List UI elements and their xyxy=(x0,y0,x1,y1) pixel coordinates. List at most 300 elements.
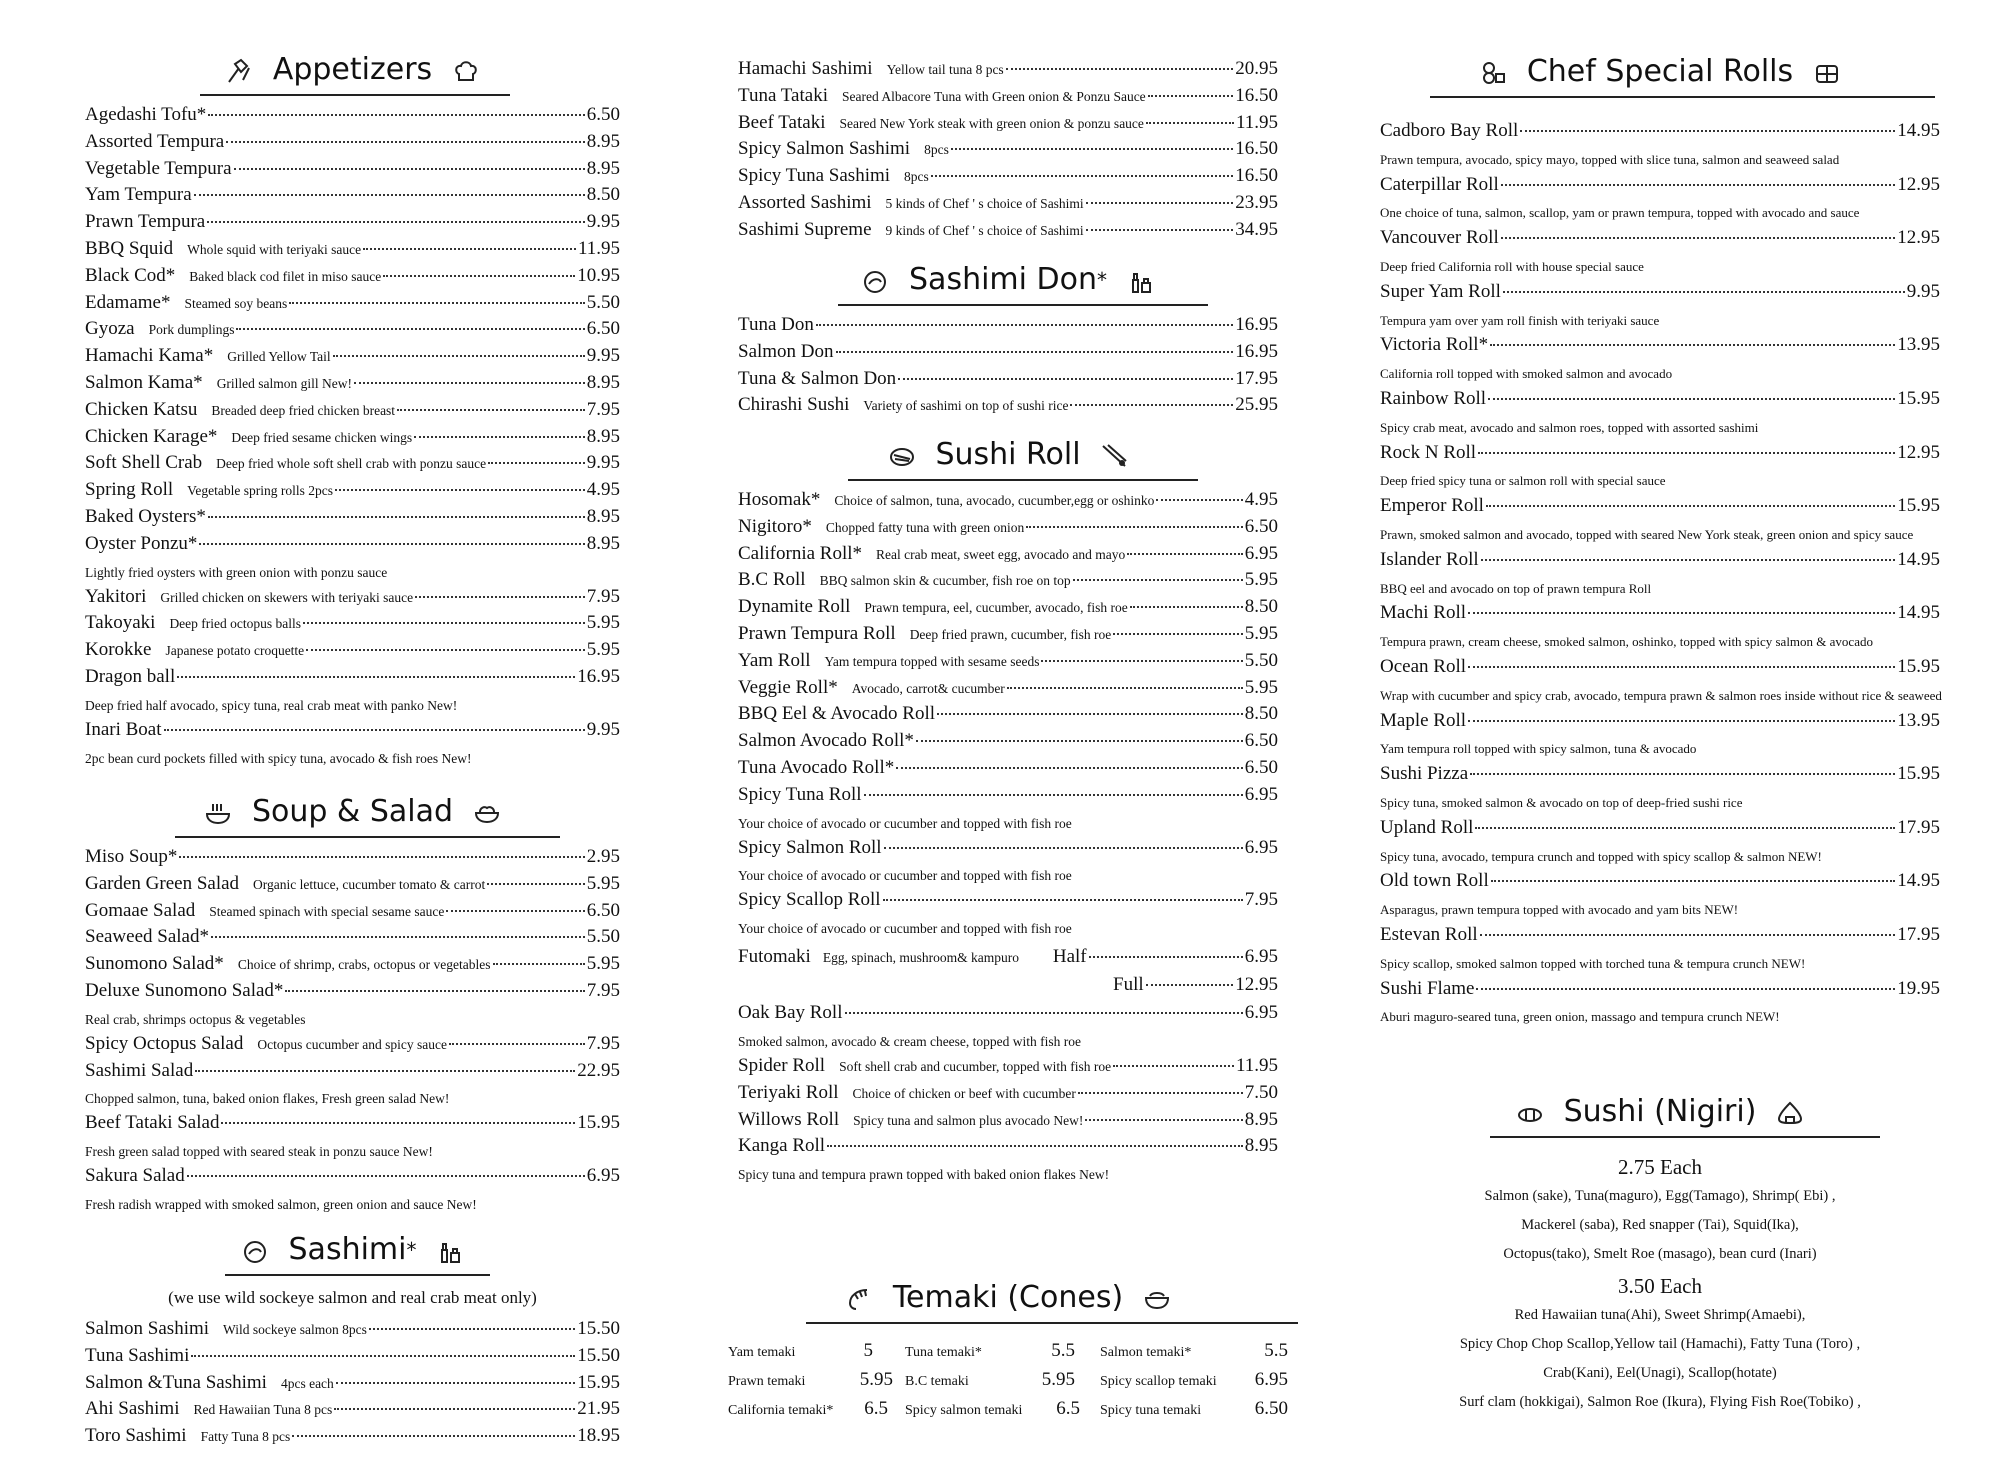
dot-leader xyxy=(931,175,1233,177)
item-name: Teriyaki Roll xyxy=(738,1081,839,1103)
menu-item xyxy=(85,372,620,399)
menu-item xyxy=(85,639,620,666)
dot-leader xyxy=(306,649,585,651)
item-name: Beef Tataki xyxy=(738,111,826,133)
chef-special-header xyxy=(1380,50,1940,106)
item-price: 6.50 xyxy=(1244,515,1278,537)
sashimi-don-title: Sashimi Don xyxy=(909,262,1097,297)
dot-leader xyxy=(369,1328,575,1330)
item-price: 5.95 xyxy=(1244,569,1278,591)
dot-leader xyxy=(335,489,585,491)
item-price: 15.95 xyxy=(1897,495,1940,517)
menu-item xyxy=(738,341,1278,368)
item-note: Fresh radish wrapped with smoked salmon, green onion and sauce New! xyxy=(85,1196,477,1212)
temaki-item: California temaki* 6.5 xyxy=(728,1398,888,1419)
item-description: Octopus cucumber and spicy sauce xyxy=(257,1036,448,1052)
item-name: Rock N Roll xyxy=(1380,441,1477,463)
item-name: Sakura Salad xyxy=(85,1165,185,1187)
nigiri-header xyxy=(1380,1090,1940,1146)
dot-leader xyxy=(211,936,585,938)
sushi-roll-list-2 xyxy=(738,1002,1278,1188)
menu-item xyxy=(85,612,620,639)
menu-item xyxy=(85,1060,620,1087)
item-description: 8pcs xyxy=(924,142,949,158)
dot-leader xyxy=(194,194,585,196)
chef-hat-icon xyxy=(452,58,480,84)
item-name: Deluxe Sunomono Salad* xyxy=(85,979,284,1001)
menu-item xyxy=(1380,281,1940,308)
item-price: 14.95 xyxy=(1897,120,1940,141)
item-name: Prawn Tempura xyxy=(85,211,206,233)
item-price: 9.95 xyxy=(586,345,620,367)
item-price: 9.95 xyxy=(586,452,620,474)
menu-item xyxy=(85,1318,620,1345)
item-note: Real crab, shrimps octopus & vegetables xyxy=(85,1011,306,1027)
sashimi-continued-list xyxy=(738,58,1278,246)
sashimi-section xyxy=(85,1228,620,1452)
item-description: Grilled Yellow Tail xyxy=(227,349,331,365)
dot-leader xyxy=(1478,452,1895,454)
item-name: Spicy Salmon Roll xyxy=(738,836,882,858)
dot-leader xyxy=(493,963,585,965)
item-description: Choice of shrimp, crabs, octopus or vegetables xyxy=(237,957,491,973)
dot-leader xyxy=(1070,404,1233,406)
item-name: Spicy Salmon Sashimi xyxy=(738,138,911,160)
item-description: Breaded deep fried chicken breast xyxy=(211,402,396,418)
dot-leader xyxy=(1113,1065,1234,1067)
item-note: Deep fried spicy tuna or salmon roll with special sauce xyxy=(1380,473,1666,489)
item-name: Salmon Kama* xyxy=(85,371,203,393)
sashimi-subtitle: (we use wild sockeye salmon and real crab meat only) xyxy=(168,1288,537,1307)
item-name: Oyster Ponzu* xyxy=(85,532,198,554)
item-price: 8.50 xyxy=(1244,596,1278,618)
chef-special-list xyxy=(1380,120,1940,1031)
item-name: Cadboro Bay Roll xyxy=(1380,120,1519,141)
item-description: Steamed spinach with special sesame sauce xyxy=(209,903,445,919)
item-description: Chopped fatty tuna with green onion xyxy=(825,519,1025,535)
item-name: B.C Roll xyxy=(738,569,806,591)
item-price: 6.95 xyxy=(586,1165,620,1187)
temaki-item: B.C temaki 5.95 xyxy=(905,1369,1075,1390)
item-price: 4.95 xyxy=(586,479,620,501)
menu-item xyxy=(85,1398,620,1425)
item-name: Ahi Sashimi xyxy=(85,1398,180,1420)
sashimi-don-header: Sashimi Don* xyxy=(738,258,1278,314)
item-price: 8.95 xyxy=(586,505,620,527)
item-price: 10.95 xyxy=(577,264,620,286)
dot-leader xyxy=(415,596,585,598)
menu-item xyxy=(738,757,1278,784)
dot-leader xyxy=(896,767,1243,769)
dot-leader xyxy=(884,847,1243,849)
item-description: Deep fried sesame chicken wings xyxy=(231,429,413,445)
dot-leader xyxy=(164,729,585,731)
temaki-row xyxy=(728,1369,1288,1398)
item-price: 18.95 xyxy=(577,1425,620,1447)
item-description: Spicy tuna and salmon plus avocado New! xyxy=(853,1112,1084,1128)
menu-item xyxy=(738,314,1278,341)
item-name: Salmon &Tuna Sashimi xyxy=(85,1371,267,1393)
dot-leader xyxy=(397,409,585,411)
item-price: 15.50 xyxy=(577,1344,620,1366)
appetizers-title: Appetizers xyxy=(272,52,433,87)
item-name: Super Yam Roll xyxy=(1380,280,1501,302)
item-name: Yakitori xyxy=(85,585,147,607)
item-price: 17.95 xyxy=(1897,923,1940,945)
item-name: Tuna Don xyxy=(738,314,814,335)
item-price: 15.95 xyxy=(1897,655,1940,677)
nigiri-group-275 xyxy=(1380,1152,1940,1269)
item-price: 13.95 xyxy=(1897,709,1940,731)
fish-plate-icon xyxy=(241,1238,269,1264)
dot-leader xyxy=(1086,202,1234,204)
item-note: One choice of tuna, salmon, scallop, yam or prawn tempura, topped with avocado and sauce xyxy=(1380,205,1860,221)
menu-item xyxy=(738,85,1278,112)
menu-item xyxy=(1380,495,1940,522)
item-name: Chicken Katsu xyxy=(85,398,198,420)
item-price: 16.95 xyxy=(577,665,620,687)
item-name: Black Cod* xyxy=(85,264,176,286)
item-description: Variety of sashimi on top of sushi rice xyxy=(863,398,1069,414)
fish-plate-icon xyxy=(861,268,889,294)
dot-leader xyxy=(1468,720,1895,722)
menu-item xyxy=(1380,174,1940,201)
item-price: 7.95 xyxy=(586,585,620,607)
item-description: Pork dumplings xyxy=(148,322,235,338)
dot-leader xyxy=(285,990,584,992)
appetizers-section xyxy=(85,48,620,772)
nigiri-line: Red Hawaiian tuna(Ahi), Sweet Shrimp(Amaebi), xyxy=(1514,1307,1806,1323)
item-name: Yam Roll xyxy=(738,649,811,671)
item-description: Deep fried whole soft shell crab with ponzu sauce xyxy=(216,456,487,472)
dot-leader xyxy=(1073,579,1243,581)
item-name: Inari Boat xyxy=(85,718,162,740)
sashimi-don-section xyxy=(738,258,1278,421)
item-description: Grilled salmon gill New! xyxy=(216,375,353,391)
item-name: Spicy Scallop Roll xyxy=(738,889,881,911)
dot-leader xyxy=(208,114,584,116)
dot-leader xyxy=(1503,291,1905,293)
item-name: Korokke xyxy=(85,639,152,661)
item-price: 8.95 xyxy=(586,130,620,152)
item-name: Hosomak* xyxy=(738,489,821,510)
item-description: Prawn tempura, eel, cucumber, avocado, fish roe xyxy=(864,600,1128,616)
menu-item xyxy=(85,926,620,953)
temaki-section xyxy=(728,1276,1288,1419)
item-name: Sushi Flame xyxy=(1380,977,1475,999)
menu-item xyxy=(85,953,620,980)
temaki-item: Spicy tuna temaki 6.50 xyxy=(1100,1398,1288,1419)
temaki-item: Tuna temaki* 5.5 xyxy=(905,1340,1075,1361)
menu-item xyxy=(85,846,620,873)
item-price: 25.95 xyxy=(1235,394,1278,416)
dot-leader xyxy=(951,148,1233,150)
item-name: Agedashi Tofu* xyxy=(85,104,207,125)
item-name: Yam Tempura xyxy=(85,184,192,206)
menu-item xyxy=(85,158,620,185)
menu-item xyxy=(738,165,1278,192)
item-name: California Roll* xyxy=(738,542,863,564)
dot-leader xyxy=(1520,130,1895,132)
item-price: 9.95 xyxy=(586,211,620,233)
dot-leader xyxy=(1501,184,1896,186)
item-description: Seared Albacore Tuna with Green onion & Ponzu Sauce xyxy=(841,88,1146,104)
item-price: 12.95 xyxy=(1897,441,1940,463)
nigiri-title: Sushi (Nigiri) xyxy=(1563,1094,1757,1129)
item-name: Spring Roll xyxy=(85,479,174,501)
item-price: 16.95 xyxy=(1235,314,1278,335)
menu-item xyxy=(738,650,1278,677)
menu-item xyxy=(85,211,620,238)
item-price: 5.95 xyxy=(1244,622,1278,644)
appetizers-header xyxy=(85,48,620,104)
dot-leader xyxy=(1491,880,1896,882)
item-note: Your choice of avocado or cucumber and topped with fish roe xyxy=(738,868,1072,884)
item-note: Fresh green salad topped with seared steak in ponzu sauce New! xyxy=(85,1144,433,1160)
item-name: Sushi Pizza xyxy=(1380,763,1469,785)
dot-leader xyxy=(177,676,575,678)
item-price: 9.95 xyxy=(586,718,620,740)
dot-leader xyxy=(836,351,1234,353)
sushi-roll-section xyxy=(738,433,1278,1188)
item-name: Upland Roll xyxy=(1380,816,1474,838)
temaki-row xyxy=(728,1398,1288,1427)
nigiri-line: Mackerel (saba), Red snapper (Tai), Squid(Ika), xyxy=(1521,1217,1799,1233)
sashimi-continued-section xyxy=(738,58,1278,246)
item-name: Ocean Roll xyxy=(1380,655,1467,677)
menu-item xyxy=(85,345,620,372)
dot-leader xyxy=(937,713,1243,715)
item-name: Spider Roll xyxy=(738,1054,826,1076)
menu-item xyxy=(1380,656,1940,683)
item-name: Dragon ball xyxy=(85,665,176,687)
item-price: 6.50 xyxy=(586,899,620,921)
dot-leader xyxy=(1156,499,1242,501)
menu-item xyxy=(738,730,1278,757)
item-price: 12.95 xyxy=(1897,173,1940,195)
item-name: Machi Roll xyxy=(1380,602,1467,624)
item-description: Real crab meat, sweet egg, avocado and mayo xyxy=(876,546,1126,562)
menu-item xyxy=(738,1135,1278,1162)
item-price: 13.95 xyxy=(1897,334,1940,356)
item-price: 20.95 xyxy=(1235,58,1278,79)
item-note: Prawn tempura, avocado, spicy mayo, topped with slice tuna, salmon and seaweed salad xyxy=(1380,151,1840,167)
item-description: Whole squid with teriyaki sauce xyxy=(187,241,362,257)
item-price: 8.50 xyxy=(1244,703,1278,725)
item-price: 6.95 xyxy=(1244,542,1278,564)
item-name: Sashimi Supreme xyxy=(738,218,872,240)
item-name: Tuna & Salmon Don xyxy=(738,367,897,389)
dot-leader xyxy=(195,1070,575,1072)
item-name: Miso Soup* xyxy=(85,846,178,867)
item-description: Soft shell crab and cucumber, topped with fish roe xyxy=(839,1058,1112,1074)
item-price: 9.95 xyxy=(1906,280,1940,302)
item-note: Deep fried half avocado, spicy tuna, real crab meat with panko New! xyxy=(85,697,458,713)
item-name: Spicy Tuna Sashimi xyxy=(738,165,891,187)
item-price: 17.95 xyxy=(1897,816,1940,838)
item-price: 5.95 xyxy=(586,872,620,894)
nigiri-line: Crab(Kani), Eel(Unagi), Scallop(hotate) xyxy=(1543,1365,1777,1381)
item-description: Baked black cod filet in miso sauce xyxy=(189,268,382,284)
item-name: Tuna Tataki xyxy=(738,84,828,106)
sauce-bottles-icon xyxy=(436,1238,464,1264)
dot-leader xyxy=(1078,1092,1243,1094)
dot-leader xyxy=(234,168,585,170)
menu-item xyxy=(738,1109,1278,1136)
dot-leader xyxy=(816,324,1233,326)
dot-leader xyxy=(1501,237,1896,239)
menu-item xyxy=(738,516,1278,543)
dot-leader xyxy=(1086,229,1234,231)
menu-item xyxy=(85,292,620,319)
dot-leader xyxy=(1490,344,1895,346)
temaki-item: Salmon temaki* 5.5 xyxy=(1100,1340,1288,1361)
dot-leader xyxy=(1113,633,1243,635)
bowl-icon xyxy=(1143,1286,1171,1312)
item-note: Your choice of avocado or cucumber and topped with fish roe xyxy=(738,921,1072,937)
chopsticks-icon xyxy=(1100,443,1128,469)
menu-item xyxy=(1380,227,1940,254)
item-price: 6.50 xyxy=(1244,756,1278,778)
item-price: 5.95 xyxy=(1244,676,1278,698)
item-name: Prawn Tempura Roll xyxy=(738,622,896,644)
item-price: 6.50 xyxy=(1244,730,1278,752)
dot-leader xyxy=(236,328,584,330)
dot-leader xyxy=(1486,505,1895,507)
menu-item xyxy=(85,533,620,560)
item-price: 15.50 xyxy=(577,1318,620,1339)
menu-item xyxy=(85,426,620,453)
sashimi-list xyxy=(85,1318,620,1452)
dot-leader xyxy=(1007,687,1243,689)
dot-leader xyxy=(1006,68,1234,70)
nigiri-section xyxy=(1380,1090,1940,1417)
menu-item xyxy=(738,569,1278,596)
menu-item xyxy=(85,586,620,613)
item-price: 8.95 xyxy=(586,371,620,393)
temaki-header xyxy=(738,1276,1278,1332)
temaki-title: Temaki (Cones) xyxy=(892,1280,1124,1315)
dot-leader xyxy=(1130,606,1243,608)
nigiri-group-350 xyxy=(1380,1271,1940,1417)
dot-leader xyxy=(221,1122,575,1124)
item-note: BBQ eel and avocado on top of prawn tempura Roll xyxy=(1380,580,1652,596)
item-note: 2pc bean curd pockets filled with spicy tuna, avocado & fish roes New! xyxy=(85,750,472,766)
menu-item xyxy=(85,1345,620,1372)
sashimi-don-list xyxy=(738,314,1278,421)
menu-item xyxy=(738,58,1278,85)
dot-leader xyxy=(883,899,1243,901)
menu-item xyxy=(85,980,620,1007)
menu-item xyxy=(738,138,1278,165)
dot-leader xyxy=(487,883,585,885)
item-price: 5.95 xyxy=(586,612,620,634)
item-price: 11.95 xyxy=(1235,111,1278,133)
item-note: Spicy tuna and tempura prawn topped with baked onion flakes New! xyxy=(738,1167,1110,1183)
menu-item xyxy=(738,1002,1278,1029)
nigiri-icon xyxy=(1516,1100,1544,1126)
menu-item xyxy=(1380,924,1940,951)
item-name: Salmon Don xyxy=(738,340,834,362)
item-name: Vegetable Tempura xyxy=(85,157,232,179)
menu-item xyxy=(738,623,1278,650)
menu-item xyxy=(738,394,1278,421)
item-name: Chicken Karage* xyxy=(85,425,218,447)
menu-item xyxy=(738,1082,1278,1109)
item-description: Wild sockeye salmon 8pcs xyxy=(223,1322,367,1337)
item-price: 8.95 xyxy=(1244,1135,1278,1157)
item-name: Willows Roll xyxy=(738,1108,840,1130)
item-name: Sunomono Salad* xyxy=(85,953,224,975)
item-price: 6.95 xyxy=(1244,783,1278,805)
item-name: Veggie Roll* xyxy=(738,676,838,698)
temaki-item: Yam temaki 5 xyxy=(728,1340,873,1361)
dot-leader xyxy=(336,1382,575,1384)
item-note: Your choice of avocado or cucumber and topped with fish roe xyxy=(738,815,1072,831)
item-note: Prawn, smoked salmon and avocado, topped with seared New York steak, green onion and spicy sauce xyxy=(1380,526,1914,542)
item-description: Yellow tail tuna 8 pcs xyxy=(886,62,1004,77)
item-note: Wrap with cucumber and spicy crab, avocado, tempura prawn & salmon roes inside without rice & seaweed xyxy=(1380,687,1942,703)
item-note: Chopped salmon, tuna, baked onion flakes, Fresh green salad New! xyxy=(85,1091,450,1107)
dot-leader xyxy=(226,141,585,143)
item-price: 14.95 xyxy=(1897,870,1940,892)
item-price: 8.95 xyxy=(586,157,620,179)
shrimp-icon xyxy=(845,1286,873,1312)
item-name: Soft Shell Crab xyxy=(85,452,203,474)
dot-leader xyxy=(446,910,584,912)
menu-item xyxy=(738,219,1278,246)
item-name: Tuna Avocado Roll* xyxy=(738,756,895,778)
item-price: 6.50 xyxy=(586,104,620,125)
item-description: Choice of chicken or beef with cucumber xyxy=(852,1085,1076,1101)
menu-item xyxy=(738,192,1278,219)
soup-salad-section xyxy=(85,790,620,1218)
item-name: Dynamite Roll xyxy=(738,596,851,618)
nigiri-line: Octopus(tako), Smelt Roe (masago), bean curd (Inari) xyxy=(1503,1246,1817,1262)
dot-leader xyxy=(1085,1119,1242,1121)
menu-item xyxy=(738,1055,1278,1082)
item-price: 11.95 xyxy=(577,237,620,259)
item-note: Spicy tuna, smoked salmon & avocado on top of deep-fried sushi rice xyxy=(1380,794,1743,810)
item-name: Edamame* xyxy=(85,291,171,313)
item-price: 14.95 xyxy=(1897,548,1940,570)
menu-item xyxy=(85,873,620,900)
item-price: 5.50 xyxy=(586,291,620,313)
item-description: 5 kinds of Chef ' s choice of Sashimi xyxy=(885,195,1084,211)
nigiri-line: Salmon (sake), Tuna(maguro), Egg(Tamago), Shrimp( Ebi) , xyxy=(1484,1188,1836,1204)
dot-leader xyxy=(191,1355,575,1357)
item-price: 16.95 xyxy=(1235,340,1278,362)
nigiri-line: Surf clam (hokkigai), Salmon Roe (Ikura), Flying Fish Roe(Tobiko) , xyxy=(1459,1394,1861,1410)
item-price: 7.50 xyxy=(1244,1081,1278,1103)
item-name: Islander Roll xyxy=(1380,548,1479,570)
dot-leader xyxy=(303,622,585,624)
item-price: 19.95 xyxy=(1897,977,1940,999)
menu-item xyxy=(1380,549,1940,576)
item-price: 15.95 xyxy=(1897,387,1940,409)
item-price: 22.95 xyxy=(577,1059,620,1081)
item-price: 6.50 xyxy=(586,318,620,340)
menu-item xyxy=(85,1425,620,1452)
item-price: 4.95 xyxy=(1244,489,1278,510)
item-price: 7.95 xyxy=(1244,889,1278,911)
utensils-icon xyxy=(225,58,253,84)
item-description: 4pcs each xyxy=(280,1375,334,1391)
item-name: Assorted Tempura xyxy=(85,130,225,152)
item-note: California roll topped with smoked salmon and avocado xyxy=(1380,366,1673,382)
item-name: Old town Roll xyxy=(1380,870,1489,892)
menu-item xyxy=(738,837,1278,864)
